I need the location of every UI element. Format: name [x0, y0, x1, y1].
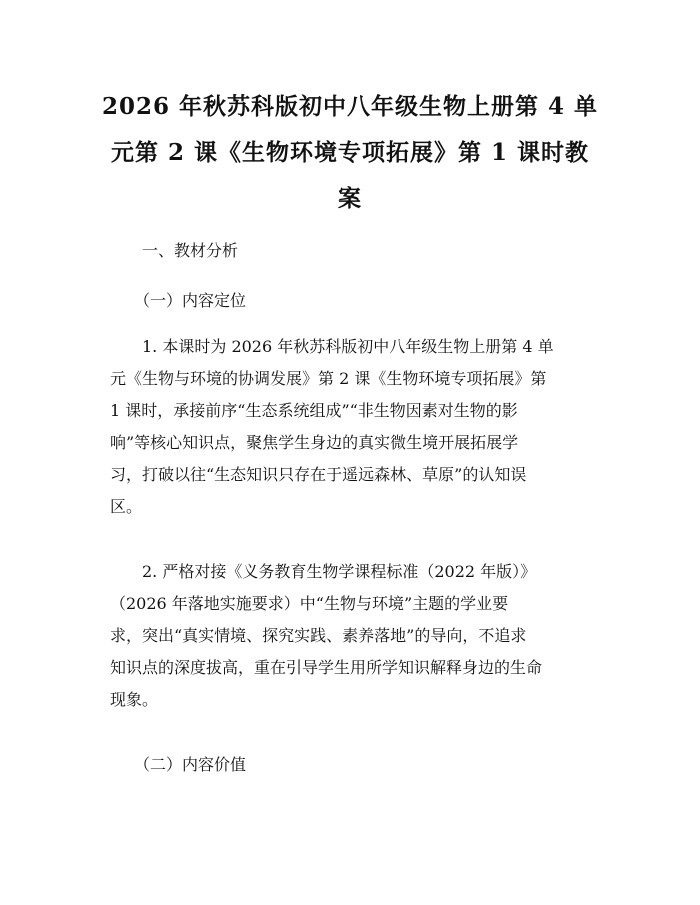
paragraph-line: 1. 本课时为 2026 年秋苏科版初中八年级生物上册第 4 单: [142, 337, 554, 356]
paragraph-line: 元《生物与环境的协调发展》第 2 课《生物环境专项拓展》第: [110, 369, 547, 388]
title-line: 元第 2 课《生物环境专项拓展》第 1 课时教: [110, 139, 590, 166]
paragraph-1: [110, 331, 600, 523]
paragraph-line: 区。: [110, 497, 143, 516]
paragraph-line: 求，突出“真实情境、探究实践、素养落地”的导向，不追求: [110, 626, 527, 645]
title-line: 2026 年秋苏科版初中八年级生物上册第 4 单: [101, 93, 599, 120]
section-heading-textbook-analysis: 一、教材分析: [142, 241, 239, 260]
subsection-heading-content-value: （二）内容价值: [134, 755, 247, 774]
paragraph-line: 2. 严格对接《义务教育生物学课程标准（2022 年版）》: [142, 562, 537, 581]
title-line: 案: [338, 185, 362, 212]
paragraph-line: （2026 年落地实施要求）中“生物与环境”主题的学业要: [110, 594, 509, 613]
document-title: [96, 84, 604, 222]
paragraph-2: [110, 556, 600, 716]
paragraph-line: 响”等核心知识点，聚焦学生身边的真实微生境开展拓展学: [110, 433, 519, 452]
paragraph-line: 现象。: [110, 690, 159, 709]
paragraph-line: 1 课时，承接前序“生态系统组成”“非生物因素对生物的影: [110, 401, 518, 420]
paragraph-line: 知识点的深度拔高，重在引导学生用所学知识解释身边的生命: [110, 658, 543, 677]
paragraph-line: 习，打破以往“生态知识只存在于遥远森林、草原”的认知误: [110, 465, 527, 484]
subsection-heading-content-position: （一）内容定位: [134, 291, 247, 310]
